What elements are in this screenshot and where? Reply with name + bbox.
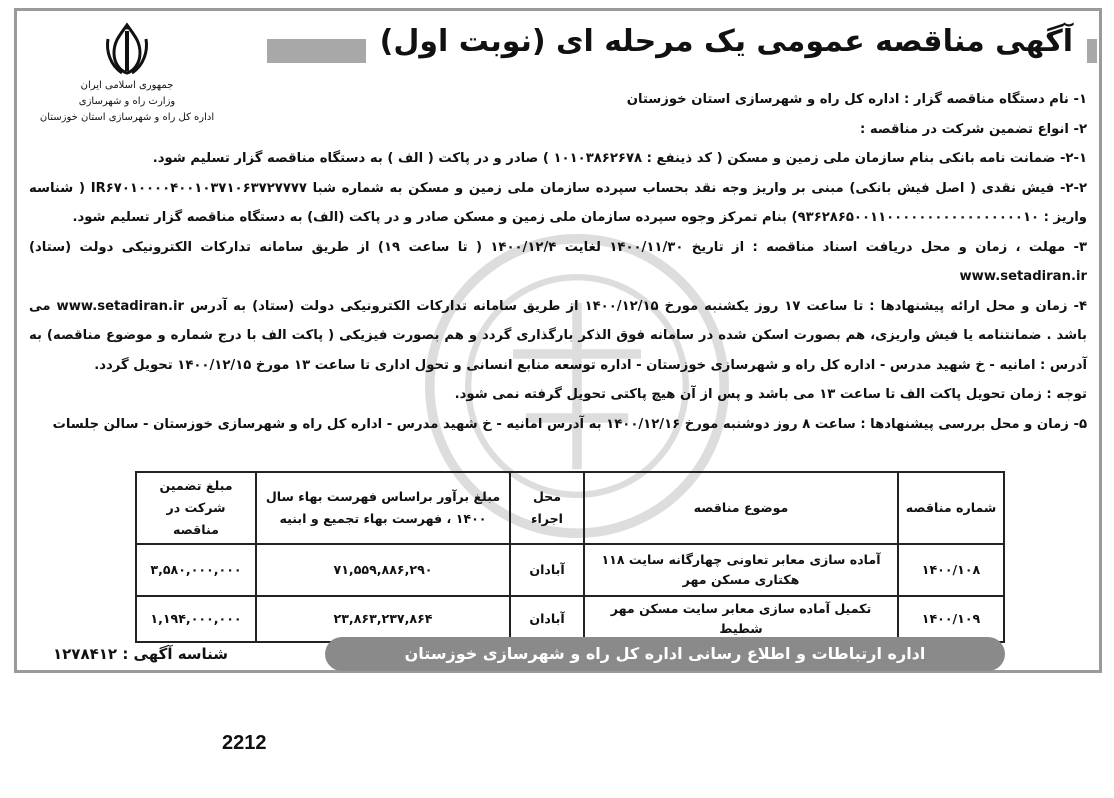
cell-number: ۱۴۰۰/۱۰۹ (898, 596, 1004, 642)
header-subject: موضوع مناقصه (584, 472, 898, 544)
cell-guarantee: ۱,۱۹۴,۰۰۰,۰۰۰ (136, 596, 256, 642)
notice-id: شناسه آگهی : ۱۲۷۸۴۱۲ (53, 645, 229, 663)
cell-subject: آماده سازی معابر تعاونی چهارگانه سایت ۱۱۸ هکتاری مسکن مهر (584, 544, 898, 596)
cell-location: آبادان (510, 596, 584, 642)
clause-2-2: ۲-۲- فیش نقدی ( اصل فیش بانکی) مبنی بر واریز وجه نقد بحساب سپرده سازمان ملی زمین و مسکن به شماره شبا IR۶۷۰۱۰۰۰۰۴۰۰۱۰۳۷۱۰۶۳۷۲۷۷۷۷ ( شناسه واریز : ۹۳۶۲۸۶۵۰۰۱۱۰۰۰۰۰۰۰۰۰۰۰۰۰۰۰۰۰۱۰) بنام تمرکز وجوه سپرده سازمان ملی زمین و مسکن صادر و در پاکت (الف) به دستگاه مناقصه گزار تسلیم شود. (29, 180, 1087, 225)
cell-estimate: ۷۱,۵۵۹,۸۸۶,۲۹۰ (256, 544, 510, 596)
clause-4: ۴- زمان و محل ارائه پیشنهادها : تا ساعت ۱۷ روز یکشنبه مورخ ۱۴۰۰/۱۲/۱۵ از طریق سامانه تدارکات الکترونیکی دولت (ستاد) به آدرس www.setadiran.ir می باشد . ضمانتنامه یا فیش واریزی، هم بصورت اسکن شده در سامانه فوق الذکر بارگذاری گردد و هم بصورت فیزیکی ( پاکت الف با درج شماره و موضوع مناقصه) به آدرس : امانیه - خ شهید مدرس - اداره کل راه و شهرسازی خوزستان - اداره توسعه منابع انسانی و تحول اداری تا ساعت ۱۳ مورخ ۱۴۰۰/۱۲/۱۵ تحویل گردد. (29, 298, 1088, 373)
logo-line-1: جمهوری اسلامی ایران (80, 80, 174, 91)
tender-table (135, 471, 1005, 643)
logo-line-2: وزارت راه و شهرسازی (78, 96, 176, 107)
clause-5: ۵- زمان و محل بررسی پیشنهادها : ساعت ۸ روز دوشنبه مورخ ۱۴۰۰/۱۲/۱۶ به آدرس امانیه - خ شهید مدرس - اداره کل راه و شهرسازی خوزستان - سالن جلسات (52, 416, 1087, 432)
cell-number: ۱۴۰۰/۱۰۸ (898, 544, 1004, 596)
clause-2-1: ۲-۱- ضمانت نامه بانکی بنام سازمان ملی زمین و مسکن ( کد ذینفع : ۱۰۱۰۳۸۶۲۶۷۸ ) صادر و در پاکت ( الف ) به دستگاه مناقصه گزار تسلیم شود. (152, 151, 1087, 166)
header-guarantee: مبلغ تضمین شرکت در مناقصه (136, 472, 256, 544)
logo-line-3: اداره کل راه و شهرسازی استان خوزستان (39, 112, 215, 123)
note: توجه : زمان تحویل پاکت الف تا ساعت ۱۳ می باشد و پس از آن هیچ پاکتی تحویل گرفته نمی شود. (454, 387, 1087, 402)
cell-guarantee: ۳,۵۸۰,۰۰۰,۰۰۰ (136, 544, 256, 596)
footer-banner: اداره ارتباطات و اطلاع رسانی اداره کل راه و شهرسازی خوزستان (325, 637, 1005, 671)
clause-1: ۱- نام دستگاه مناقصه گزار : اداره کل راه و شهرسازی استان خوزستان (626, 92, 1087, 107)
page-number: 2212 (222, 732, 267, 754)
title-banner (267, 17, 1097, 69)
header-location: محل اجراء (510, 472, 584, 544)
cell-subject: تکمیل آماده سازی معابر سایت مسکن مهر شطیط (584, 596, 898, 642)
clause-2: ۲- انواع تضمین شرکت در مناقصه : (860, 121, 1087, 137)
notice-title: آگهی مناقصه عمومی یک مرحله ای (نوبت اول) (366, 19, 1087, 65)
clause-3: ۳- مهلت ، زمان و محل دریافت اسناد مناقصه : از تاریخ ۱۴۰۰/۱۱/۳۰ لغایت ۱۴۰۰/۱۲/۴ ( تا ساعت ۱۹) از طریق سامانه تدارکات الکترونیکی دولت (ستاد) www.setadiran.ir (29, 239, 1088, 284)
notice-body (29, 85, 1087, 439)
iran-emblem-icon (102, 21, 152, 77)
table-header-row (136, 472, 1004, 544)
cell-estimate: ۲۳,۸۶۳,۲۳۷,۸۶۴ (256, 596, 510, 642)
notice-frame (14, 8, 1102, 673)
table-row (136, 596, 1004, 642)
table-row (136, 544, 1004, 596)
cell-location: آبادان (510, 544, 584, 596)
header-estimate: مبلغ برآور براساس فهرست بهاء سال ۱۴۰۰ ، فهرست بهاء تجمیع و ابنیه (256, 472, 510, 544)
header-tender-number: شماره مناقصه (898, 472, 1004, 544)
